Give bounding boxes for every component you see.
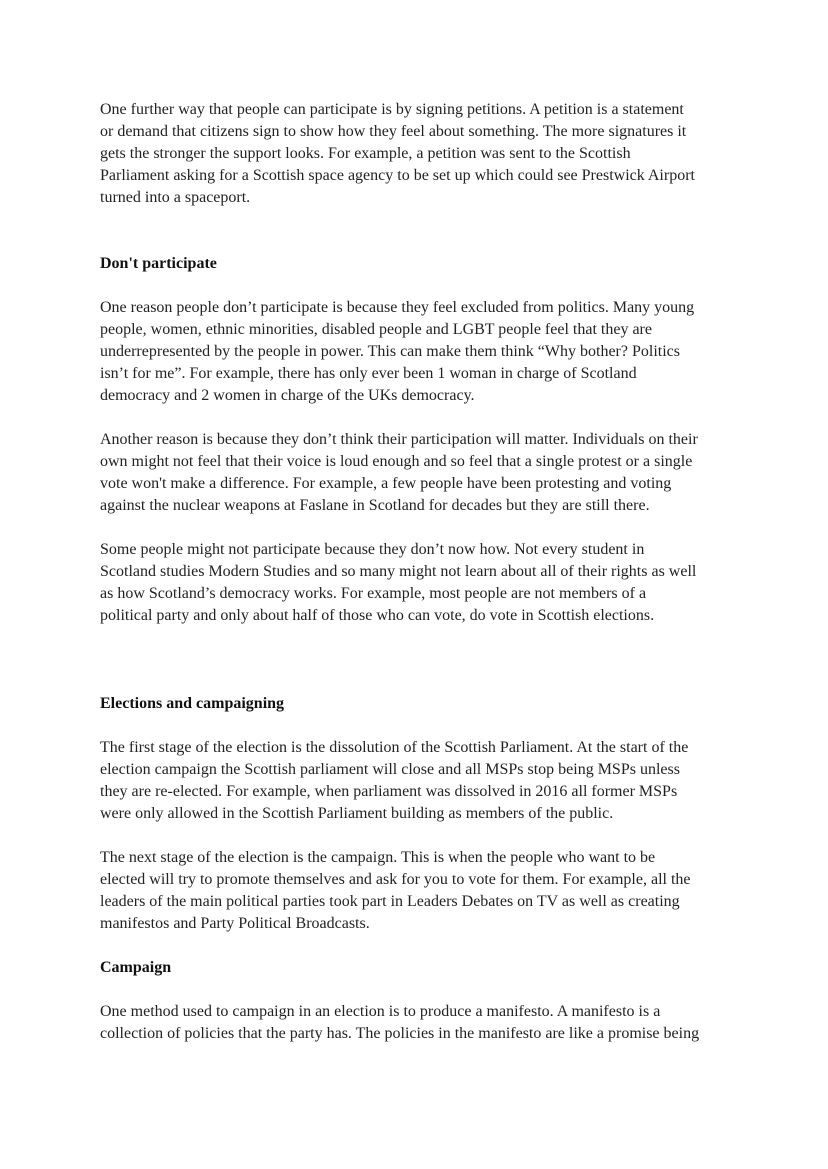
paragraph-dont-know-how: Some people might not participate because they don’t now how. Not every student in Scotland studies Modern Studies and so many might not learn about all of their rights as well as how Scotland’s democracy works. For example, most people are not members of a political party and only about half of those who can vote, do vote in Scottish elections. — [100, 541, 697, 624]
paragraph-dissolution: The first stage of the election is the dissolution of the Scottish Parliament. At the start of the election campaign the Scottish parliament will close and all MSPs stop being MSPs unless they are re-elected. For example, when parliament was dissolved in 2016 all former MSPs were only allowed in the Scottish Parliament building as members of the public. — [100, 739, 689, 822]
heading-campaign: Campaign — [100, 959, 172, 976]
paragraph-participation-matter: Another reason is because they don’t think their participation will matter. Individuals on their own might not feel that their voice is loud enough and so feel that a single protest or a single vote won't make a difference. For example, a few people have been protesting and voting against the nuclear weapons at Faslane in Scotland for decades but they are still there. — [100, 431, 698, 514]
heading-elections-campaigning: Elections and campaigning — [100, 695, 285, 712]
paragraph-petitions: One further way that people can participate is by signing petitions. A petition is a statement or demand that citizens sign to show how they feel about something. The more signatures it gets the stronger the support looks. For example, a petition was sent to the Scottish Parliament asking for a Scottish space agency to be set up which could see Prestwick Airport turned into a spaceport. — [100, 101, 695, 206]
paragraph-campaign-stage: The next stage of the election is the campaign. This is when the people who want to be elected will try to promote themselves and ask for you to vote for them. For example, all the leaders of the main political parties took part in Leaders Debates on TV as well as creating manifestos and Party Political Broadcasts. — [100, 849, 691, 932]
heading-dont-participate: Don't participate — [100, 255, 217, 272]
paragraph-manifesto: One method used to campaign in an election is to produce a manifesto. A manifesto is a collection of policies that the party has. The policies in the manifesto are like a promise being — [100, 1003, 700, 1042]
paragraph-excluded: One reason people don’t participate is because they feel excluded from politics. Many young people, women, ethnic minorities, disabled people and LGBT people feel that they are underrepresented by the people in power. This can make them think “Why bother? Politics isn’t for me”. For example, there has only ever been 1 woman in charge of Scotland democracy and 2 women in charge of the UKs democracy. — [100, 299, 695, 404]
document-body — [100, 99, 740, 1045]
